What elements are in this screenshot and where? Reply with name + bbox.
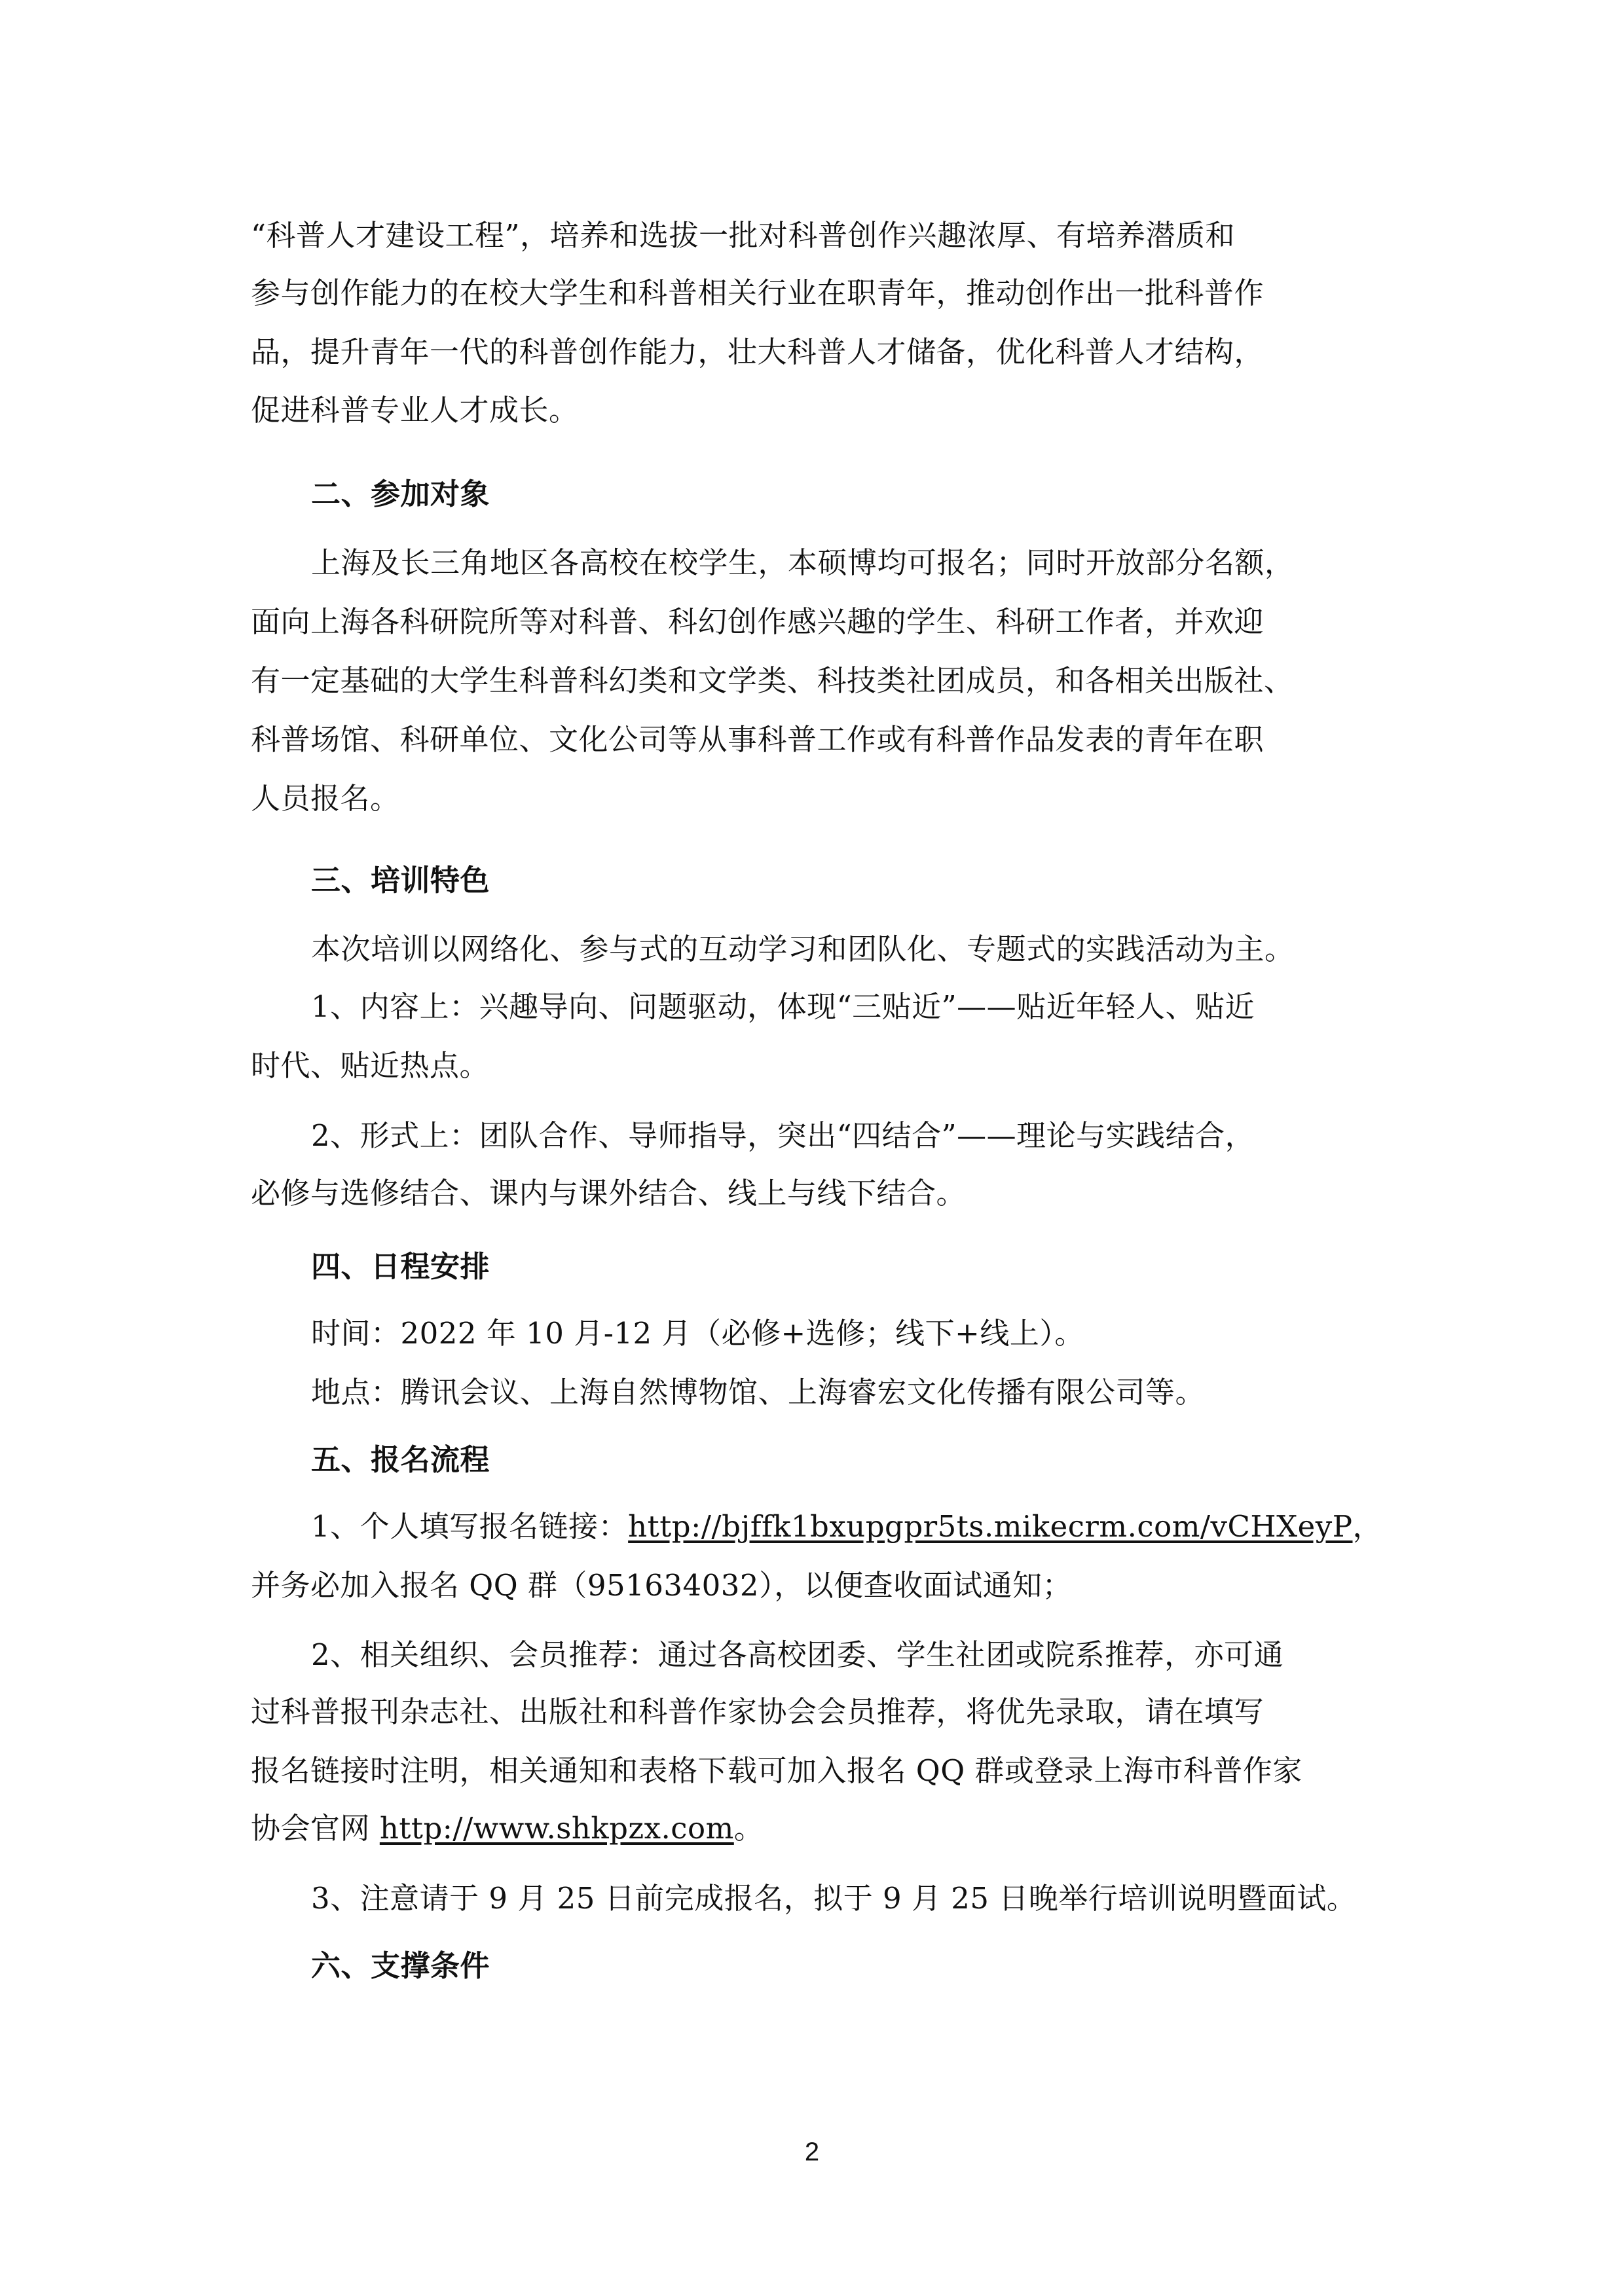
list-item-text: 协会官网	[251, 1811, 380, 1846]
section-heading-registration: 五、报名流程	[311, 1442, 490, 1477]
paragraph-line: 报名链接时注明，相关通知和表格下载可加入报名 QQ 群或登录上海市科普作家	[251, 1753, 1302, 1788]
paragraph-line: 品，提升青年一代的科普创作能力，壮大科普人才储备，优化科普人才结构，	[251, 335, 1264, 369]
association-website-link[interactable]: http://www.shkpzx.com	[379, 1811, 734, 1846]
paragraph-line: 人员报名。	[251, 781, 400, 816]
list-item	[311, 1507, 1382, 1546]
paragraph-line	[251, 1809, 764, 1848]
schedule-time: 时间：2022 年 10 月-12 月（必修+选修；线下+线上）。	[311, 1316, 1084, 1351]
paragraph-line: 面向上海各科研院所等对科普、科幻创作感兴趣的学生、科研工作者，并欢迎	[251, 604, 1264, 639]
paragraph-line: 并务必加入报名 QQ 群（951634032），以便查收面试通知；	[251, 1568, 1073, 1603]
list-item: 2、相关组织、会员推荐：通过各高校团委、学生社团或院系推荐，亦可通	[311, 1637, 1284, 1672]
registration-link[interactable]: http://bjffk1bxupgpr5ts.mikecrm.com/vCHXeyP	[628, 1509, 1353, 1544]
paragraph-line: 有一定基础的大学生科普科幻类和文学类、科技类社团成员，和各相关出版社、	[251, 663, 1294, 698]
paragraph-line: 上海及长三角地区各高校在校学生，本硕博均可报名；同时开放部分名额，	[311, 545, 1295, 580]
section-heading-features: 三、培训特色	[311, 863, 490, 898]
list-item: 1、内容上：兴趣导向、问题驱动，体现“三贴近”——贴近年轻人、贴近	[311, 989, 1255, 1024]
paragraph-line: 促进科普专业人才成长。	[251, 393, 579, 428]
page-number: 2	[804, 2138, 820, 2166]
paragraph-line: 科普场馆、科研单位、文化公司等从事科普工作或有科普作品发表的青年在职	[251, 722, 1264, 757]
list-item-text: 。	[733, 1811, 764, 1846]
section-heading-schedule: 四、日程安排	[311, 1249, 490, 1284]
list-item: 2、形式上：团队合作、导师指导，突出“四结合”——理论与实践结合，	[311, 1118, 1255, 1153]
paragraph-line: 本次培训以网络化、参与式的互动学习和团队化、专题式的实践活动为主。	[311, 932, 1295, 966]
paragraph-line: “科普人才建设工程”，培养和选拔一批对科普创作兴趣浓厚、有培养潜质和	[251, 218, 1236, 253]
section-heading-support: 六、支撑条件	[311, 1948, 490, 1983]
schedule-place: 地点：腾讯会议、上海自然博物馆、上海睿宏文化传播有限公司等。	[311, 1375, 1206, 1410]
paragraph-line: 过科普报刊杂志社、出版社和科普作家协会会员推荐，将优先录取，请在填写	[251, 1694, 1264, 1729]
section-heading-participants: 二、参加对象	[311, 477, 490, 511]
paragraph-line: 必修与选修结合、课内与课外结合、线上与线下结合。	[251, 1176, 967, 1211]
paragraph-line: 参与创作能力的在校大学生和科普相关行业在职青年，推动创作出一批科普作	[251, 276, 1264, 310]
list-item: 3、注意请于 9 月 25 日前完成报名，拟于 9 月 25 日晚举行培训说明暨面试。	[311, 1881, 1357, 1916]
paragraph-line: 时代、贴近热点。	[251, 1048, 490, 1083]
list-item-text: ，	[1352, 1509, 1383, 1544]
list-item-text: 1、个人填写报名链接：	[311, 1509, 629, 1544]
